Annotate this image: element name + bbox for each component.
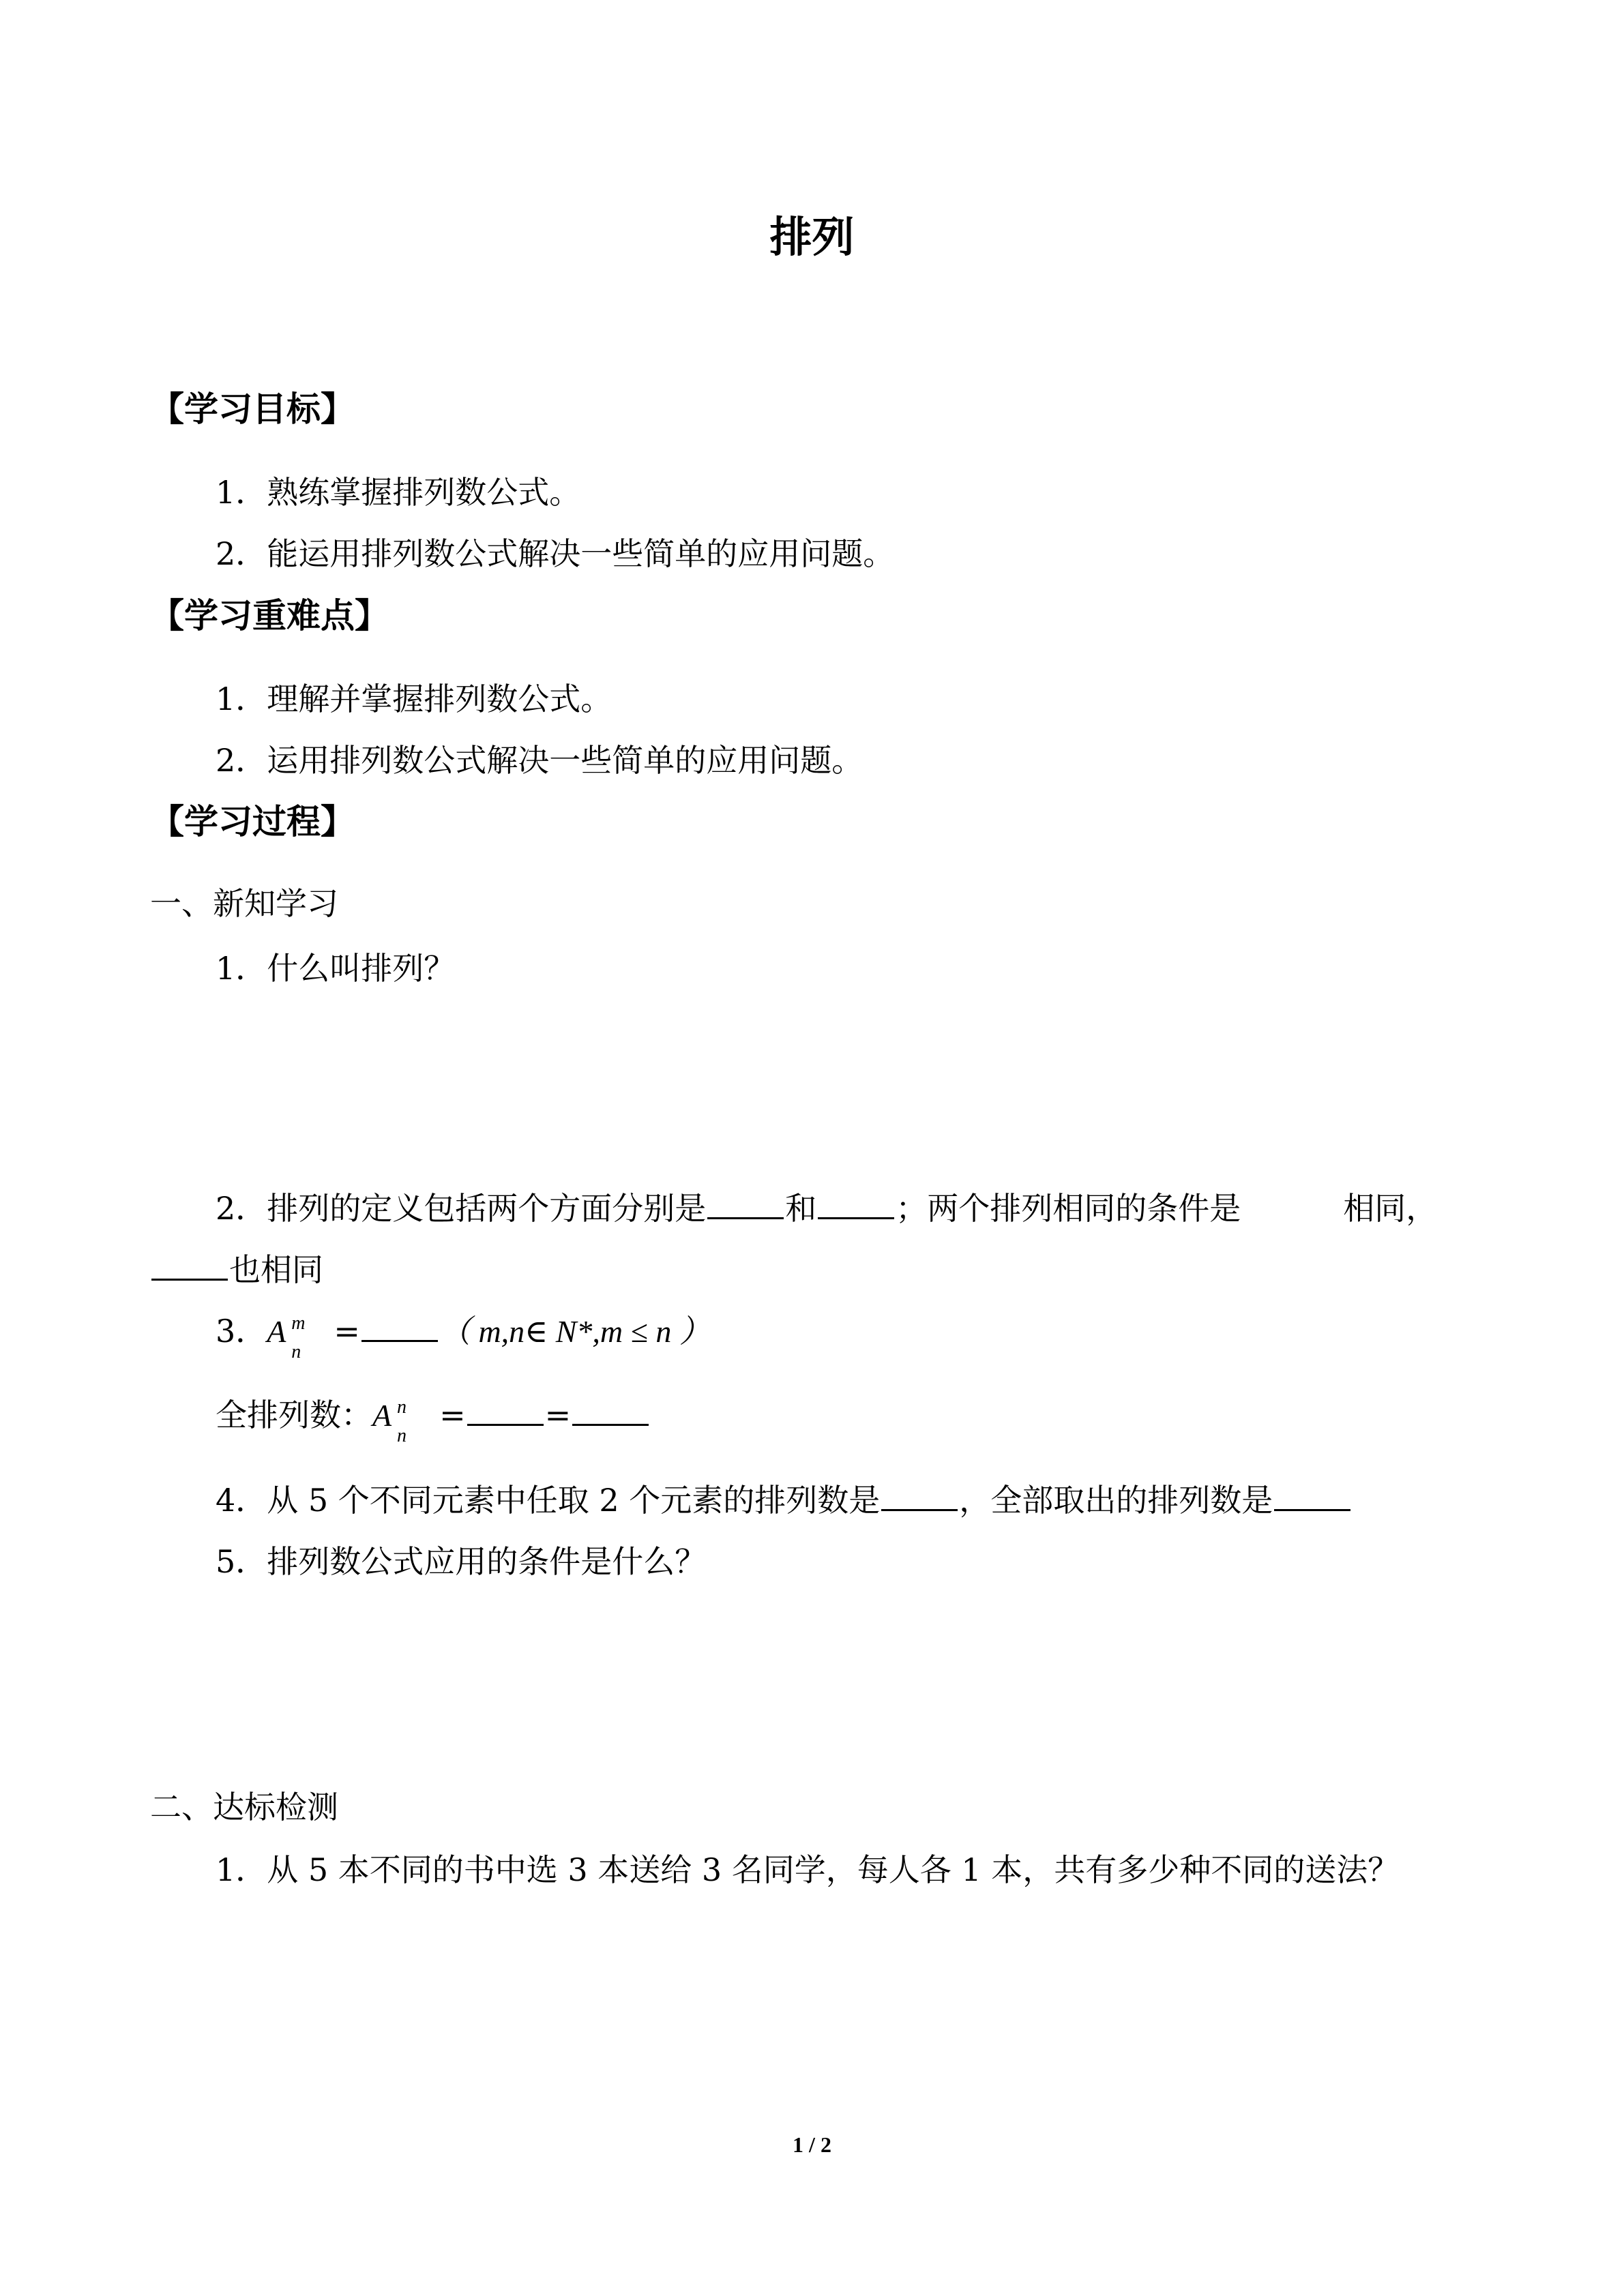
answer-blank[interactable] — [707, 1187, 784, 1219]
keypoints-heading: 【学习重难点】 — [150, 596, 389, 636]
q2-text-a: 2．排列的定义包括两个方面分别是 — [216, 1190, 707, 1227]
part1-question-4 — [216, 1478, 1352, 1522]
goals-heading: 【学习目标】 — [150, 389, 355, 429]
q3-equals: = — [334, 1313, 360, 1350]
part1-full-permutation — [216, 1393, 650, 1446]
goal-item-1: 1．熟练掌握排列数公式。 — [216, 474, 581, 511]
q4-text-a: 4．从 5 个不同元素中任取 2 个元素的排列数是 — [216, 1482, 881, 1519]
page-number: 1 / 2 — [793, 2132, 831, 2157]
part1-question-1: 1．什么叫排列？ — [216, 950, 456, 987]
answer-blank[interactable] — [572, 1394, 649, 1426]
full-equals-2: = — [544, 1397, 572, 1433]
keypoint-item-1: 1．理解并掌握排列数公式。 — [216, 681, 612, 717]
answer-blank[interactable] — [467, 1394, 544, 1426]
permutation-symbol: A m n — [267, 1313, 306, 1362]
goal-item-2: 2．能运用排列数公式解决一些简单的应用问题。 — [216, 535, 895, 572]
part2-heading: 二、达标检测 — [150, 1789, 338, 1825]
part1-question-5: 5．排列数公式应用的条件是什么？ — [216, 1543, 707, 1580]
answer-blank[interactable] — [361, 1310, 438, 1342]
answer-blank[interactable] — [151, 1249, 228, 1281]
q3-condition: （ m,n∈ N*,m ≤ n ） — [439, 1314, 711, 1349]
keypoint-item-2: 2．运用排列数公式解决一些简单的应用问题。 — [216, 742, 863, 779]
q3-number: 3． — [216, 1313, 267, 1350]
process-heading: 【学习过程】 — [150, 802, 355, 841]
full-equals-1: = — [439, 1397, 466, 1433]
full-permutation-label: 全排列数： — [216, 1397, 372, 1433]
q2-text-b: 和 — [785, 1190, 817, 1227]
q2-text-e: 也相同 — [229, 1251, 323, 1288]
part1-question-2-line1 — [216, 1187, 1437, 1230]
full-permutation-symbol: A n n — [372, 1397, 407, 1446]
part1-question-2-line2 — [150, 1248, 323, 1292]
page-title: 排列 — [769, 212, 855, 262]
answer-blank[interactable] — [818, 1187, 894, 1219]
answer-blank[interactable] — [881, 1479, 958, 1511]
q4-text-b: ，全部取出的排列数是 — [959, 1482, 1273, 1519]
q2-text-d: 相同， — [1343, 1190, 1438, 1227]
part1-question-3 — [216, 1309, 711, 1362]
part2-question-1: 1．从 5 本不同的书中选 3 本送给 3 名同学，每人各 1 本，共有多少种不同的送法？ — [216, 1851, 1400, 1888]
answer-blank[interactable] — [1274, 1479, 1350, 1511]
q2-text-c: ；两个排列相同的条件是 — [896, 1190, 1241, 1227]
part1-heading: 一、新知学习 — [150, 885, 338, 922]
